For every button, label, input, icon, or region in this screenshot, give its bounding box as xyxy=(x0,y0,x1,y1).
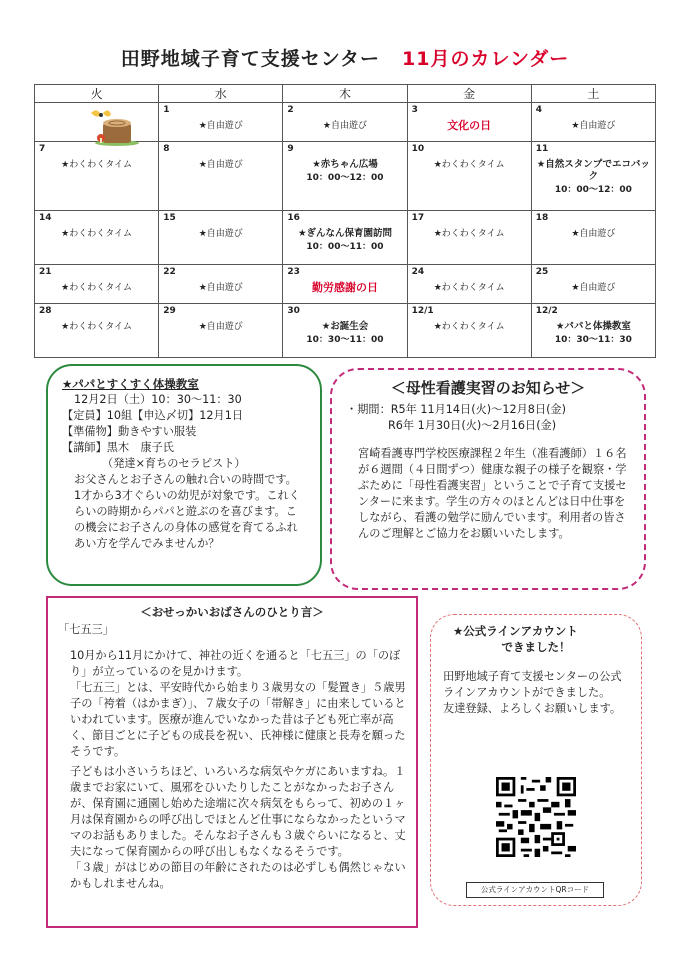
calendar-day-number: 22 xyxy=(163,266,176,277)
calendar-cell xyxy=(531,264,655,303)
calendar-cell xyxy=(35,303,159,357)
calendar-cell xyxy=(159,210,283,264)
weekday-header-row xyxy=(35,85,656,103)
calendar-event: ★自由遊び xyxy=(198,159,243,170)
calendar-day-number: 3 xyxy=(411,105,418,115)
center-name: 田野地域子育て支援センター xyxy=(120,48,381,70)
calendar-event: ★自由遊び xyxy=(571,121,616,131)
calendar-cell xyxy=(159,103,283,142)
papa-class-heading: ★パパとすくすく体操教室 xyxy=(62,377,199,391)
calendar-day-number: 2 xyxy=(287,105,294,115)
calendar-day-number: 16 xyxy=(287,212,300,223)
calendar-cell xyxy=(407,303,531,357)
calendar-event: 文化の日 xyxy=(447,119,492,132)
papa-class-intro: お父さんとお子さんの触れ合いの時間です。 xyxy=(74,473,297,486)
calendar-cell xyxy=(283,303,407,357)
weekday-thu: 木 xyxy=(283,85,407,103)
calendar-week-row xyxy=(35,303,656,357)
nursing-notice-heading: ＜母性看護実習のお知らせ＞ xyxy=(390,379,586,397)
nursing-notice-box xyxy=(330,368,646,590)
calendar-cell xyxy=(531,141,655,210)
line-heading-1: ★公式ラインアカウント xyxy=(453,624,578,638)
calendar-event: ★ぎんなん保育園訪問 xyxy=(297,227,392,239)
weekday-fri: 金 xyxy=(407,85,531,103)
calendar-event: ★わくわくタイム xyxy=(433,321,505,332)
calendar-event: 10：00～12：00 xyxy=(554,184,632,195)
qr-code-icon[interactable] xyxy=(496,777,576,857)
papa-class-date: 12月2日（土）10：30～11：30 xyxy=(74,393,242,406)
calendar-event: ★自由遊び xyxy=(322,121,367,131)
column-subheading: 「七五三」 xyxy=(58,623,114,636)
calendar-cell xyxy=(283,103,407,142)
calendar-cell xyxy=(35,141,159,210)
calendar-cell xyxy=(531,210,655,264)
column-paragraph-4: 「３歳」がはじめの節目の年齢にされたのは必ずしも偶然じゃないかもしれませんね。 xyxy=(70,861,406,890)
calendar-cell xyxy=(35,210,159,264)
nursing-period-line1: ・期間：R5年 11月14日(火)～12月8日(金) xyxy=(346,403,566,416)
calendar-event: ★自然スタンプでエコバック xyxy=(536,158,651,182)
calendar-day-number: 11 xyxy=(535,143,549,154)
calendar-event: ★自由遊び xyxy=(198,228,243,239)
qr-caption: 公式ラインアカウントQRコード xyxy=(466,882,604,898)
calendar-event: ★わくわくタイム xyxy=(433,228,505,239)
calendar-day-number: 25 xyxy=(535,266,549,277)
calendar-week-row xyxy=(35,141,656,210)
calendar-cell xyxy=(35,103,159,142)
calendar-event: 10：00～11：00 xyxy=(306,241,384,252)
line-heading-2: できました！ xyxy=(501,640,571,654)
calendar-cell xyxy=(531,103,655,142)
calendar-event: 10：00～12：00 xyxy=(306,172,384,183)
calendar-cell xyxy=(159,141,283,210)
calendar-cell xyxy=(35,264,159,303)
calendar-event: 10：30～11：30 xyxy=(554,334,632,345)
calendar-event: ★自由遊び xyxy=(571,282,616,293)
calendar-cell xyxy=(531,303,655,357)
calendar-day-number: 9 xyxy=(287,143,294,154)
calendar-body xyxy=(35,103,656,358)
calendar-cell xyxy=(407,103,531,142)
calendar-day-number: 28 xyxy=(39,305,52,316)
weekday-sat: 土 xyxy=(531,85,655,103)
column-paragraph-1: 10月から11月にかけて、神社の近くを通ると「七五三」の「のぼり」が立っているのを見かけます。 xyxy=(70,649,401,678)
calendar-cell xyxy=(283,210,407,264)
column-paragraph-3: 子どもは小さいうちほど、いろいろな病気やケガにあいますね。１歳までお家にいて、風邪をひいたりしたことがなかったお子さんが、保育園に通園し始めた途端に次々病気をもらって、初めの１ヶ月は保育園からの呼び出しでほとんど仕事にならなかったというママのお話もありました。そんなお子さんも３歳ぐらいになると、丈夫になって保育園からの呼び出しもなくなるそうです。 xyxy=(70,765,406,858)
papa-class-instructor: 【講師】黒木 康子氏 xyxy=(62,441,174,454)
calendar-event: ★自由遊び xyxy=(198,282,243,293)
calendar-table xyxy=(34,84,656,358)
calendar-event: ★わくわくタイム xyxy=(61,282,133,293)
nursing-notice-body: 宮崎看護専門学校医療課程２年生（准看護師）１６名が６週間（４日間ずつ）健康な親子の様子を観察・学ぶために「母性看護実習」ということで子育て支援センターに来ます。学生の方々のほとんどは日中仕事をしながら、看護の勉学に励んでいます。利用者の皆さんのご理解とご協力をお願いいたします。 xyxy=(358,447,627,540)
calendar-event: ★パパと体操教室 xyxy=(555,320,631,332)
calendar-cell xyxy=(407,264,531,303)
calendar-day-number: 12/2 xyxy=(535,305,558,316)
papa-class-capacity: 【定員】10組【申込〆切】12月1日 xyxy=(62,409,244,422)
calendar-event: ★自由遊び xyxy=(198,121,243,131)
column-heading: ＜おせっかいおばさんのひとり言＞ xyxy=(140,605,324,619)
calendar-day-number: 17 xyxy=(411,212,425,223)
calendar-day-number: 29 xyxy=(163,305,176,316)
calendar-day-number: 18 xyxy=(535,212,549,223)
calendar-cell xyxy=(407,210,531,264)
calendar-event: 勤労感謝の日 xyxy=(311,280,378,294)
calendar-day-number: 8 xyxy=(163,143,170,154)
calendar-day-number: 12/1 xyxy=(411,305,434,316)
calendar-event: ★わくわくタイム xyxy=(433,282,505,293)
calendar-event: 10：30～11：00 xyxy=(306,334,384,345)
calendar-day-number: 15 xyxy=(163,212,176,223)
calendar-event: ★わくわくタイム xyxy=(61,321,133,332)
calendar-event: ★わくわくタイム xyxy=(61,228,133,239)
papa-class-description: 1才から3才ぐらいの幼児が対象です。これくらいの時期からパパと遊ぶのを喜びます。この機会にお子さんの身体の感覚を育てるふれあい方を学んでみませんか？ xyxy=(74,489,300,550)
nursing-period-line2: R6年 1月30日(火)～2月16日(金) xyxy=(388,419,557,432)
column-box xyxy=(46,596,418,928)
calendar-day-number: 21 xyxy=(39,266,52,277)
papa-class-instructor-title: （発達×育ちのセラピスト） xyxy=(102,457,246,470)
page-title xyxy=(0,44,690,71)
calendar-cell xyxy=(407,141,531,210)
month-title: 11月のカレンダー xyxy=(402,48,570,70)
calendar-day-number: 30 xyxy=(287,305,300,316)
line-body-1: 田野地域子育て支援センターの公式ラインアカウントができました。 xyxy=(443,670,622,699)
calendar-event: ★赤ちゃん広場 xyxy=(312,158,378,170)
papa-class-items: 【準備物】動きやすい服装 xyxy=(62,425,197,438)
calendar-week-row xyxy=(35,210,656,264)
calendar-event: ★お誕生会 xyxy=(321,320,369,332)
weekday-wed: 水 xyxy=(159,85,283,103)
calendar-day-number: 4 xyxy=(535,105,543,115)
calendar-event: ★自由遊び xyxy=(198,321,243,332)
calendar-day-number: 23 xyxy=(287,266,300,277)
calendar-day-number: 1 xyxy=(163,105,170,115)
calendar-event: ★自由遊び xyxy=(571,228,616,239)
calendar-cell xyxy=(283,141,407,210)
calendar-cell xyxy=(159,303,283,357)
weekday-tue: 火 xyxy=(35,85,159,103)
column-paragraph-2: 「七五三」とは、平安時代から始まり３歳男女の「髪置き」５歳男子の「袴着（はかまぎ）」、７歳女子の「帯解き」に由来しているといわれています。医療が進んでいなかった昔は子ども死亡率が高く、節目ごとに子どもの成長を祝い、氏神様に健康と長寿を願ったそうです。 xyxy=(70,681,406,758)
calendar-day-number: 10 xyxy=(411,143,425,154)
papa-class-box xyxy=(46,364,322,586)
line-body-2: 友達登録、よろしくお願いします。 xyxy=(443,702,622,715)
calendar-week-row xyxy=(35,103,656,142)
calendar-event: ★わくわくタイム xyxy=(61,159,133,170)
line-account-box xyxy=(430,614,642,906)
calendar-day-number: 14 xyxy=(39,212,52,223)
calendar-day-number: 7 xyxy=(39,143,46,154)
calendar-cell xyxy=(159,264,283,303)
calendar-cell xyxy=(283,264,407,303)
calendar-week-row xyxy=(35,264,656,303)
calendar-event: ★わくわくタイム xyxy=(433,159,505,170)
calendar-day-number: 24 xyxy=(411,266,425,277)
